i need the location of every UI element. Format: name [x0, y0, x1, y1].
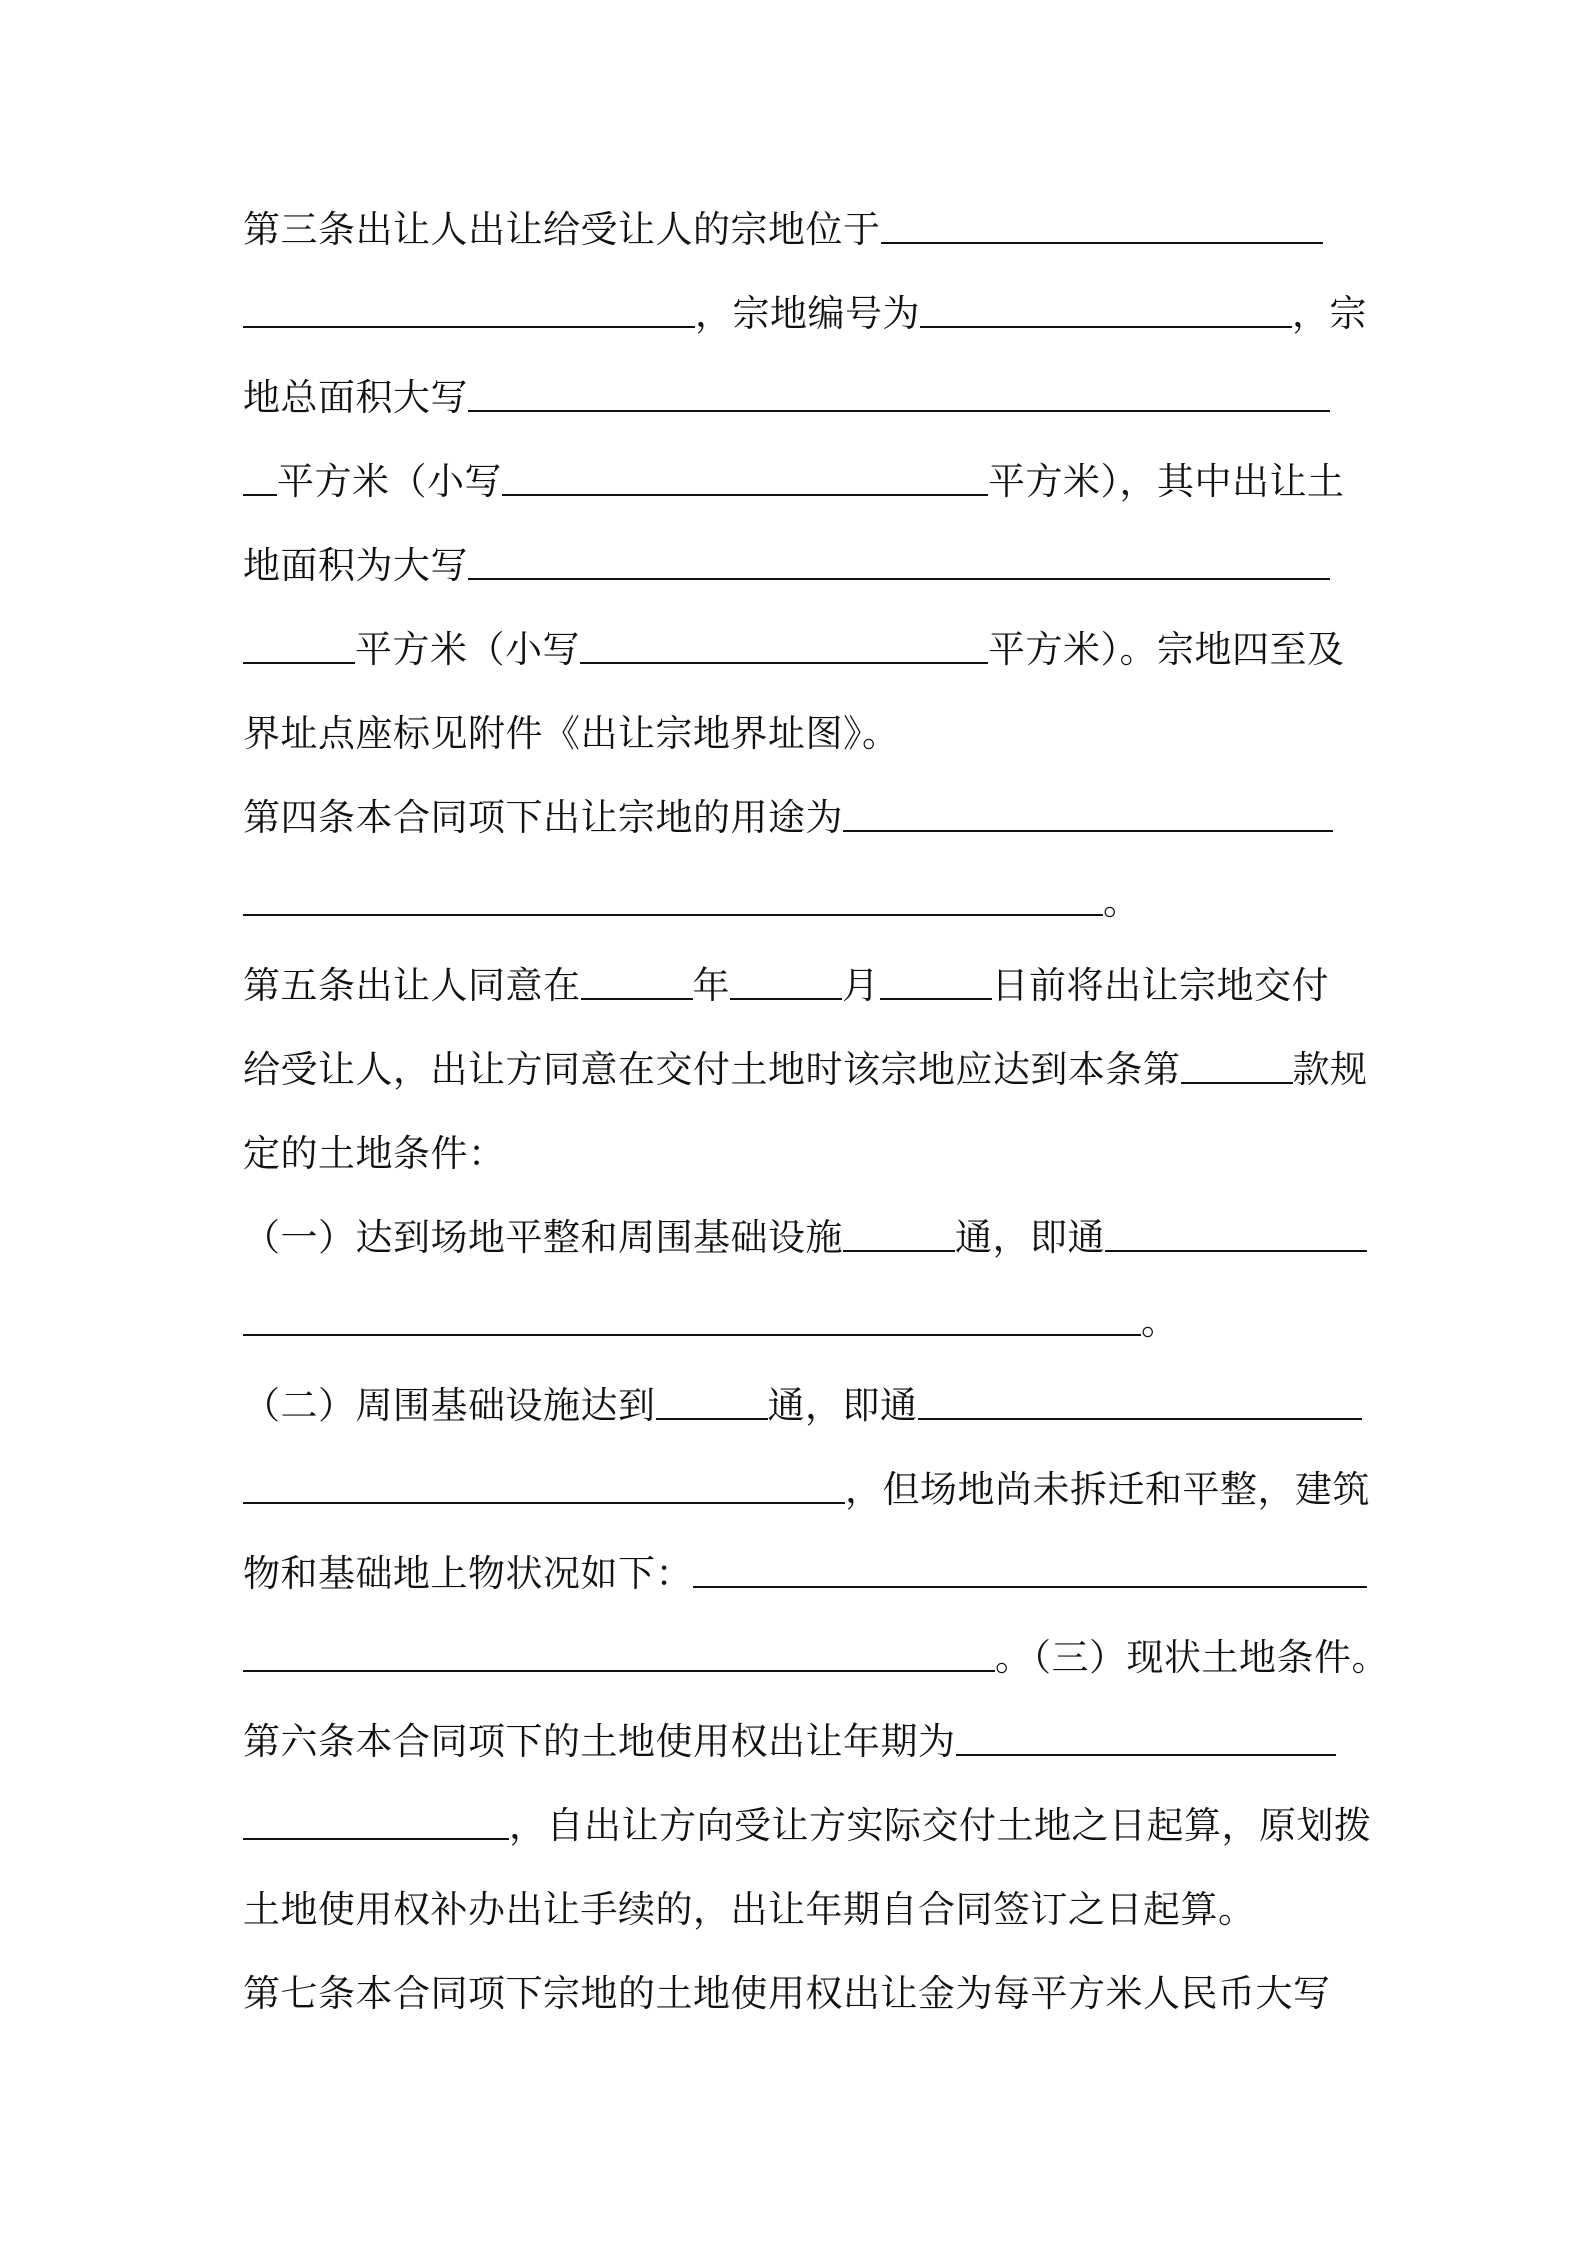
structures-blank	[693, 1544, 1367, 1588]
item-2-line-2-text: ，但场地尚未拆迁和平整，建筑	[845, 1468, 1370, 1511]
delivery-month-blank	[730, 956, 842, 1000]
land-use-blank	[843, 788, 1333, 832]
article-7-line-1	[243, 1964, 1331, 2024]
item-2-utilities-blank	[918, 1376, 1362, 1420]
article-3-line-4	[243, 452, 1345, 512]
article-3-line-7	[243, 704, 900, 764]
day-label: 日前将出让宗地交付	[991, 964, 1329, 1007]
item-2-intro: （二）周围基础设施达到	[243, 1384, 656, 1427]
item-1-intro: （一）达到场地平整和周围基础设施	[243, 1216, 843, 1259]
item-2-connect-label: 通，即通	[767, 1384, 918, 1427]
item-2-utilities-blank-cont	[243, 1460, 845, 1504]
total-area-digits-blank	[502, 452, 988, 496]
article-3-intro: 第三条出让人出让给受让人的宗地位于	[243, 208, 881, 251]
land-use-blank-cont	[243, 872, 1103, 916]
article-3-line-6-tail: 平方米）。宗地四至及	[988, 628, 1345, 671]
delivery-year-blank	[581, 956, 693, 1000]
article-3-line-4-tail: 平方米），其中出让土	[988, 460, 1345, 503]
delivery-day-blank	[880, 956, 992, 1000]
article-3-line-6	[243, 620, 1345, 680]
item-2-line-2	[243, 1460, 1370, 1520]
parcel-number-label: ，宗地编号为	[695, 292, 920, 335]
clause-number-blank	[1181, 1040, 1293, 1084]
item-1-line-1	[243, 1208, 1367, 1268]
article-6-line-2	[243, 1796, 1372, 1856]
granted-area-label: 地面积为大写	[243, 544, 468, 587]
granted-area-words-blank-cont	[243, 620, 355, 664]
total-area-words-blank-cont	[243, 452, 277, 496]
parcel-number-blank	[920, 284, 1292, 328]
article-4-end: 。	[1103, 880, 1141, 923]
item-2-line-4	[243, 1628, 1389, 1688]
land-use-label: 第四条本合同项下出让宗地的用途为	[243, 796, 843, 839]
item-2-line-1	[243, 1376, 1362, 1436]
delivery-date-label: 第五条出让人同意在	[243, 964, 581, 1007]
total-area-words-blank	[468, 368, 1330, 412]
total-area-label: 地总面积大写	[243, 376, 468, 419]
grant-fee-label: 第七条本合同项下宗地的土地使用权出让金为每平方米人民币大写	[243, 1972, 1331, 2015]
structures-blank-cont	[243, 1628, 995, 1672]
article-6-line-1	[243, 1712, 1336, 1772]
article-3-line-2	[243, 284, 1367, 344]
granted-area-digits-blank	[580, 620, 988, 664]
granted-area-words-blank	[468, 536, 1330, 580]
item-2-count-blank	[656, 1376, 768, 1420]
grant-term-label: 第六条本合同项下的土地使用权出让年期为	[243, 1720, 956, 1763]
article-6-line-3	[243, 1880, 1256, 1940]
grant-term-blank	[956, 1712, 1336, 1756]
grant-term-blank-cont	[243, 1796, 509, 1840]
item-1-connect-label: 通，即通	[955, 1216, 1105, 1259]
item-1-utilities-blank-cont	[243, 1292, 1141, 1336]
article-4-line-1	[243, 788, 1333, 848]
land-location-blank	[881, 200, 1323, 244]
land-conditions-label: 定的土地条件：	[243, 1132, 506, 1175]
article-3-line-5	[243, 536, 1330, 596]
item-2-line-3	[243, 1544, 1367, 1604]
article-4-line-2	[243, 872, 1141, 932]
item-3-current-condition: 。（三）现状土地条件。	[995, 1636, 1389, 1679]
item-1-utilities-blank	[1105, 1208, 1367, 1252]
granted-area-unit-label: 平方米（小写	[355, 628, 580, 671]
land-location-blank-cont	[243, 284, 695, 328]
boundary-map-reference: 界址点座标见附件《出让宗地界址图》。	[243, 712, 900, 755]
article-3-line-3	[243, 368, 1330, 428]
article-3-line-2-tail: ，宗	[1292, 292, 1367, 335]
article-5-line-2	[243, 1040, 1368, 1100]
month-label: 月	[842, 964, 880, 1007]
article-6-line-3-text: 土地使用权补办出让手续的，出让年期自合同签订之日起算。	[243, 1888, 1256, 1931]
article-3-line-1	[243, 200, 1323, 260]
article-5-line-1	[243, 956, 1329, 1016]
total-area-unit-label: 平方米（小写	[277, 460, 502, 503]
item-1-count-blank	[843, 1208, 955, 1252]
item-1-line-2	[243, 1292, 1179, 1352]
article-5-line-2-tail: 款规	[1292, 1048, 1368, 1091]
clause-reference-label: 给受让人，出让方同意在交付土地时该宗地应达到本条第	[243, 1048, 1181, 1091]
item-1-end: 。	[1141, 1300, 1179, 1343]
article-6-line-2-text: ，自出让方向受让方实际交付土地之日起算，原划拨	[509, 1804, 1372, 1847]
year-label: 年	[692, 964, 730, 1007]
article-5-line-3	[243, 1124, 506, 1184]
structures-label: 物和基础地上物状况如下：	[243, 1552, 693, 1595]
